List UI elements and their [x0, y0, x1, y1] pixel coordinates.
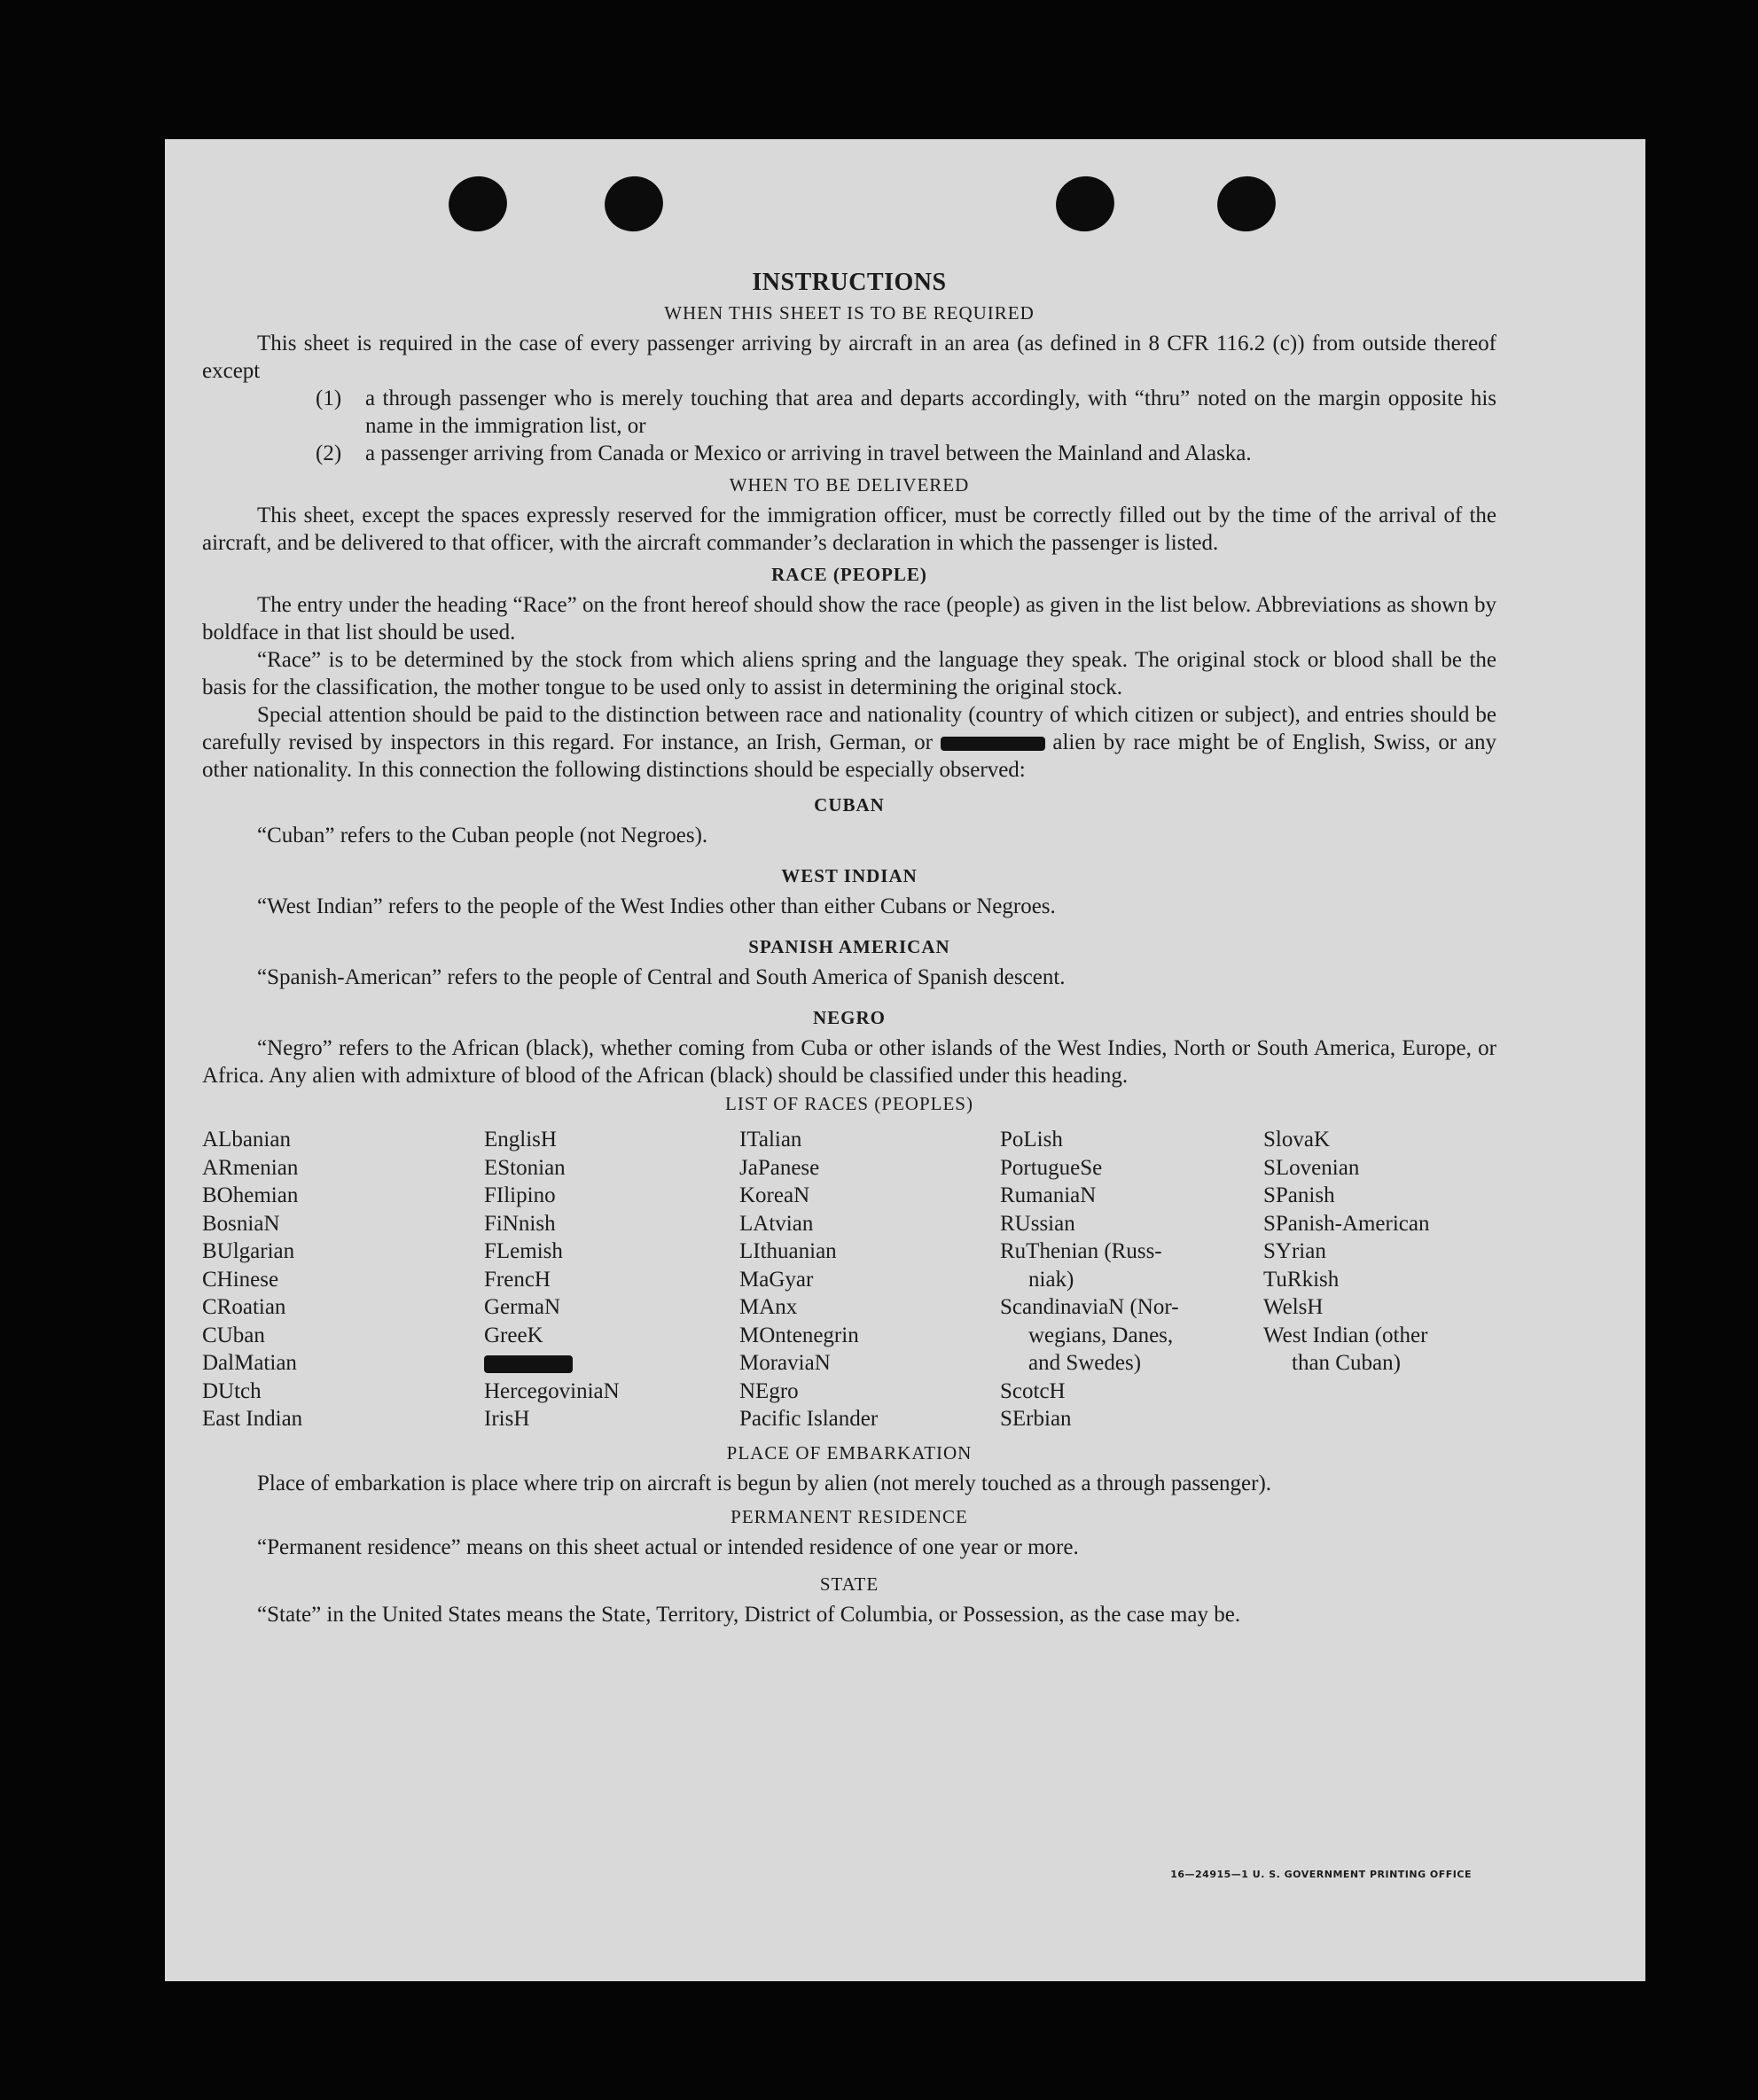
race-list: [202, 1126, 1496, 1433]
race-column: [202, 1126, 484, 1433]
section-heading-cuban: CUBAN: [814, 794, 885, 816]
section-heading-negro: NEGRO: [812, 1007, 886, 1028]
page-title: INSTRUCTIONS: [752, 269, 947, 296]
exception-item: [316, 385, 1496, 440]
race-entry: RumaniaN: [1000, 1183, 1097, 1207]
race-entry: FLemish: [484, 1239, 563, 1263]
punch-hole: [599, 171, 668, 237]
race-entry: TuRkish: [1263, 1267, 1340, 1292]
race-entry: ARmenian: [202, 1155, 299, 1180]
race-entry: BOhemian: [202, 1183, 299, 1207]
state-text: “State” in the United States means the State, Territory, District of Columbia, or Possession, as the case may be.: [257, 1602, 1241, 1627]
race-paragraph-3: [202, 701, 1496, 784]
race-entry-continued: than Cuban): [1292, 1351, 1401, 1375]
redaction-mark: [484, 1355, 573, 1373]
race-column: [484, 1126, 739, 1433]
race-entry: BUlgarian: [202, 1239, 295, 1263]
race-entry: HercegoviniaN: [484, 1378, 620, 1403]
section-heading-west-indian: WEST INDIAN: [781, 865, 918, 886]
race-entry: SLovenian: [1263, 1155, 1360, 1180]
race-entry: GermaN: [484, 1295, 561, 1319]
race-paragraph-2: “Race” is to be determined by the stock from which aliens spring and the language they speak. The original stock or blood shall be the basis for the classification, the mother tongue to be used only to assist in determining the original stock.: [202, 648, 1496, 699]
punch-hole: [1051, 171, 1119, 237]
race-entry: SYrian: [1263, 1239, 1326, 1263]
race-entry: MoraviaN: [739, 1351, 831, 1375]
section-heading-embarkation: PLACE OF EMBARKATION: [726, 1441, 973, 1464]
race-entry: LIthuanian: [739, 1239, 837, 1263]
race-entry: RUssian: [1000, 1211, 1075, 1236]
race-entry: East Indian: [202, 1407, 303, 1431]
required-intro: This sheet is required in the case of every passenger arriving by aircraft in an area (as defined in 8 CFR 116.2 (c)) from outside thereof except: [202, 332, 1496, 383]
delivered-text: This sheet, except the spaces expressly reserved for the immigration officer, must be correctly filled out by the time of the arrival of the aircraft, and be delivered to that officer, with the aircraft commander’s declaration in which the passenger is listed.: [202, 504, 1496, 555]
race-entry: FIlipino: [484, 1183, 556, 1207]
west-indian-text: “West Indian” refers to the people of the West Indies other than either Cubans or Negroes.: [257, 894, 1056, 918]
spanish-american-text: “Spanish-American” refers to the people of Central and South America of Spanish descent.: [257, 965, 1066, 989]
race-entry: CHinese: [202, 1267, 279, 1292]
section-heading-delivered: WHEN TO BE DELIVERED: [729, 474, 970, 496]
race-entry: PoLish: [1000, 1128, 1063, 1151]
race-entry: SPanish: [1263, 1183, 1335, 1207]
race-entry: ITalian: [739, 1128, 802, 1151]
printing-office-code: 16—24915—1 U. S. GOVERNMENT PRINTING OFFICE: [1170, 1869, 1472, 1880]
race-entry: ScotcH: [1000, 1378, 1066, 1403]
instructions-body: [202, 269, 1496, 1628]
exception-text: a through passenger who is merely touching that area and departs accordingly, with “thru” noted on the margin opposite his name in the immigration list, or: [365, 386, 1496, 438]
race-column: [739, 1126, 1000, 1433]
race-paragraph-1: The entry under the heading “Race” on the front hereof should show the race (people) as given in the list below. Abbreviations as shown by boldface in that list should be used.: [202, 593, 1496, 644]
race-entry: EStonian: [484, 1155, 566, 1180]
race-paragraph-3-end: alien by race might be of English, Swiss, or any other nationality. In this connection the following distinctions should be especially observed:: [202, 730, 1497, 782]
race-entry: FiNnish: [484, 1211, 556, 1236]
instruction-sheet: [165, 139, 1645, 1981]
race-entry-continued: niak): [1028, 1267, 1074, 1292]
embarkation-text: Place of embarkation is place where trip on aircraft is begun by alien (not merely touched as a through passenger).: [257, 1471, 1272, 1495]
cuban-text: “Cuban” refers to the Cuban people (not Negroes).: [257, 824, 708, 847]
race-entry: RuThenian (Russ-: [1000, 1239, 1162, 1263]
redaction-mark: [941, 737, 1045, 751]
punch-hole: [1212, 171, 1280, 237]
exception-text: a passenger arriving from Canada or Mexico or arriving in travel between the Mainland and Alaska.: [365, 441, 1252, 465]
race-entry: DalMatian: [202, 1351, 297, 1375]
race-entry: IrisH: [484, 1407, 530, 1431]
race-entry: PortugueSe: [1000, 1155, 1103, 1180]
exception-number: (1): [316, 386, 342, 410]
race-entry: ScandinaviaN (Nor-: [1000, 1295, 1179, 1319]
exception-number: (2): [316, 441, 342, 465]
race-entry-redacted: [484, 1349, 739, 1378]
race-entry: DUtch: [202, 1378, 262, 1403]
residence-text: “Permanent residence” means on this sheet actual or intended residence of one year or more.: [257, 1534, 1079, 1559]
race-entry: JaPanese: [739, 1155, 820, 1180]
section-heading-race: RACE (PEOPLE): [771, 564, 927, 585]
race-entry: EnglisH: [484, 1128, 557, 1151]
race-entry: SPanish-American: [1263, 1211, 1430, 1236]
race-column: [1263, 1126, 1494, 1433]
race-entry: SErbian: [1000, 1407, 1072, 1431]
race-entry: NEgro: [739, 1378, 799, 1403]
section-heading-residence: PERMANENT RESIDENCE: [731, 1505, 968, 1527]
race-entry: MaGyar: [739, 1267, 814, 1292]
race-entry: MAnx: [739, 1295, 798, 1319]
race-entry: FrencH: [484, 1267, 551, 1292]
exception-item: [316, 440, 1496, 467]
punch-hole: [443, 171, 512, 237]
race-entry: CRoatian: [202, 1295, 286, 1319]
race-entry-continued: and Swedes): [1028, 1351, 1142, 1375]
race-entry: West Indian (other: [1263, 1323, 1428, 1347]
section-heading-state: STATE: [819, 1573, 879, 1595]
section-heading-list-of-races: LIST OF RACES (PEOPLES): [725, 1093, 973, 1114]
race-entry: GreeK: [484, 1323, 543, 1347]
race-entry: CUban: [202, 1323, 265, 1347]
race-column: [1000, 1126, 1263, 1433]
race-entry: ALbanian: [202, 1128, 291, 1151]
section-heading-required: WHEN THIS SHEET IS TO BE REQUIRED: [664, 302, 1035, 324]
race-entry: LAtvian: [739, 1211, 814, 1236]
negro-text: “Negro” refers to the African (black), whether coming from Cuba or other islands of the West Indies, North or South America, Europe, or Africa. Any alien with admixture of blood of the African (black) should be classified under this heading.: [202, 1036, 1496, 1088]
section-heading-spanish-american: SPANISH AMERICAN: [748, 936, 950, 957]
race-entry: SlovaK: [1263, 1128, 1330, 1151]
race-paragraph-3-start: Special attention should be paid to the distinction between race and nationality (country of which citizen or subject), and entries should be carefully revised by inspectors in this regard. For instance, an Irish, German, or: [202, 703, 1496, 754]
race-entry: WelsH: [1263, 1295, 1324, 1319]
race-entry: Pacific Islander: [739, 1407, 879, 1431]
race-entry: MOntenegrin: [739, 1323, 859, 1347]
race-entry: KoreaN: [739, 1183, 810, 1207]
race-entry-continued: wegians, Danes,: [1028, 1323, 1174, 1347]
race-entry: BosniaN: [202, 1211, 280, 1236]
